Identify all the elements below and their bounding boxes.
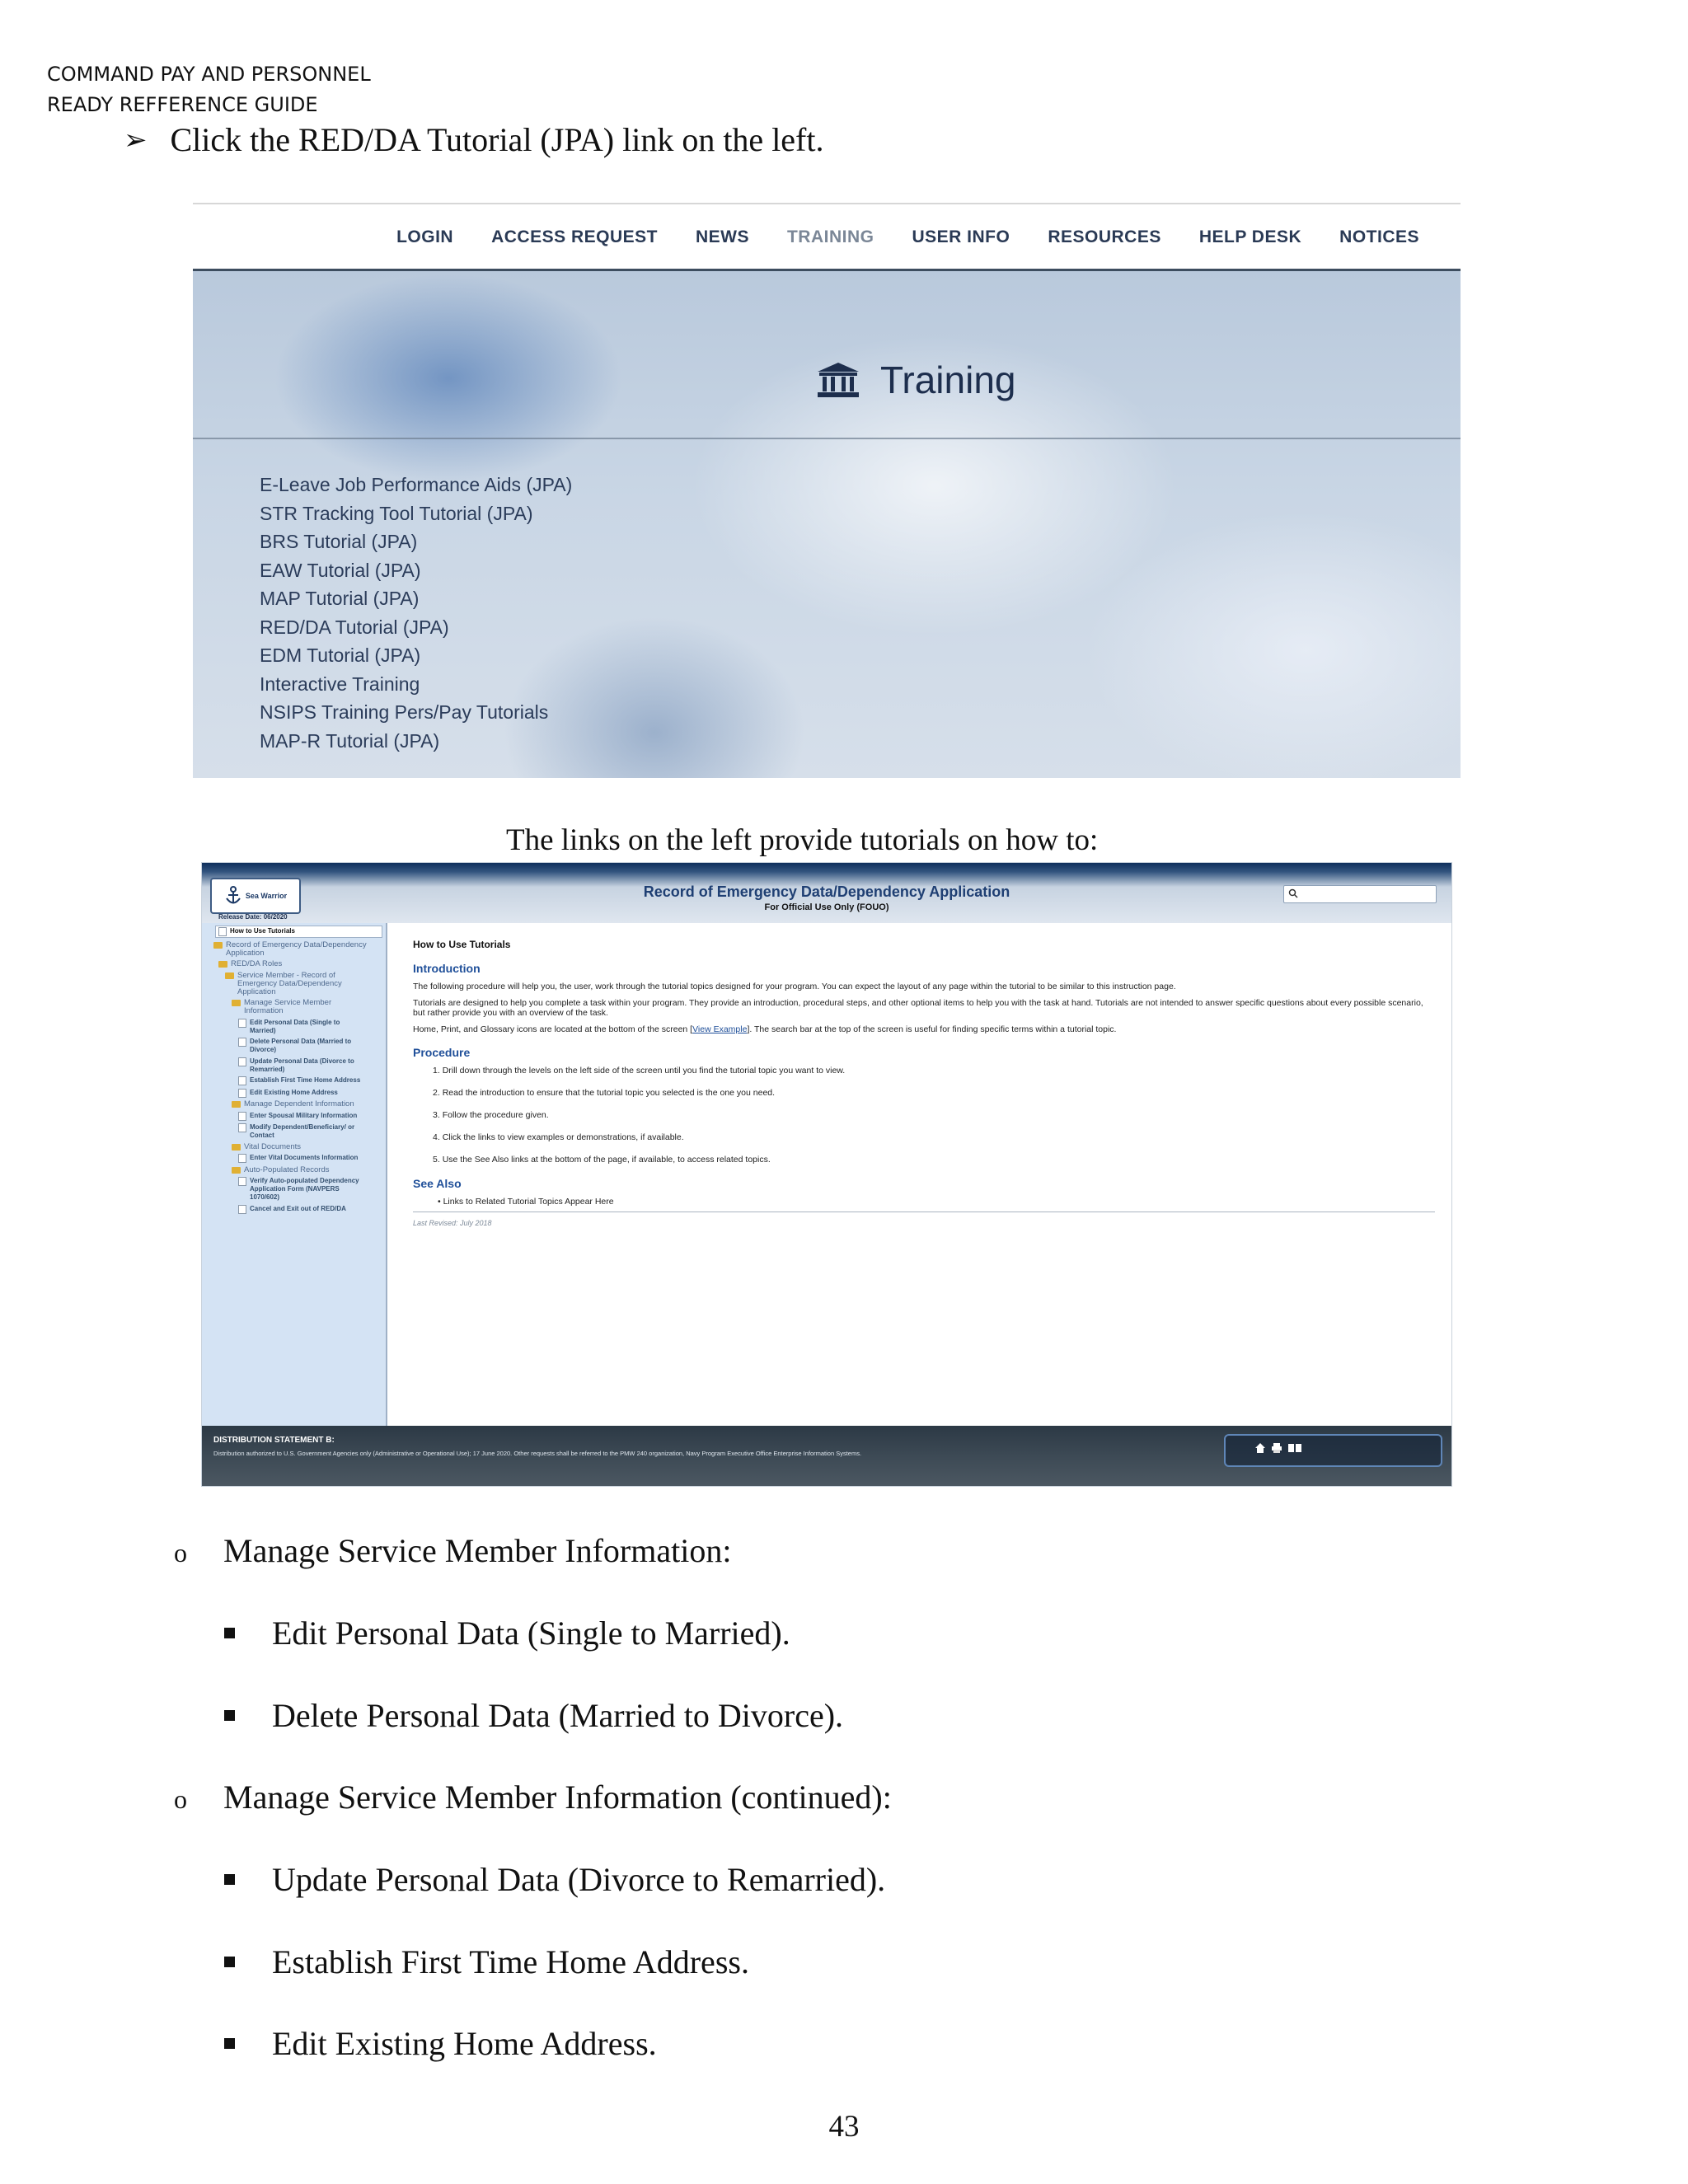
folder-icon (232, 1167, 241, 1174)
folder-icon (232, 1000, 241, 1006)
intro-p3-start: Home, Print, and Glossary icons are located at the bottom of the screen [ (413, 1024, 693, 1034)
page-icon (238, 1019, 246, 1028)
release-date: Release Date: 06/2020 (218, 913, 288, 921)
tree-item[interactable] (238, 1177, 367, 1202)
procedure-step: 2. Read the introduction to ensure that the tutorial topic you selected is the one you need. (433, 1088, 776, 1098)
intro-heading: Introduction (413, 962, 481, 975)
intro-paragraph-2: Tutorials are designed to help you complete a task within your program. They provide an introduction, procedural steps, and other optional items to help you with the task at hand. Tutorials are not intended to answer specific questions about every possible scenario, but rather provide you with an overview of the task. (413, 998, 1423, 1018)
tree-item-label: Manage Dependent Information (244, 1099, 354, 1108)
page-icon (238, 1123, 246, 1132)
list-item-text: Establish First Time Home Address. (272, 1943, 749, 1980)
tree-item-label: Edit Existing Home Address (250, 1088, 338, 1096)
tree-item-label: Delete Personal Data (Married to Divorce) (250, 1038, 352, 1053)
page-icon (238, 1177, 246, 1186)
list-group-1 (174, 1531, 731, 1570)
search-icon (1288, 888, 1298, 898)
procedure-steps (413, 1066, 1435, 1165)
view-example-link[interactable]: View Example (692, 1024, 748, 1034)
folder-icon (225, 972, 234, 979)
link-redda-tutorial[interactable]: RED/DA Tutorial (JPA) (260, 616, 449, 638)
list-item (224, 1696, 843, 1735)
tree-item-label: Cancel and Exit out of RED/DA (250, 1204, 346, 1212)
tree-item-label: Service Member - Record of Emergency Data/Dependency Application (237, 970, 342, 996)
step-text: Follow the procedure given. (442, 1110, 549, 1120)
tree-item[interactable] (232, 1166, 367, 1174)
link-edm-tutorial[interactable]: EDM Tutorial (JPA) (260, 644, 421, 666)
tutorial-tree-sidebar (202, 923, 387, 1426)
tree-item-label: Modify Dependent/Beneficiary/ or Contact (250, 1123, 355, 1139)
app-header (202, 863, 1451, 923)
link-nsips-training[interactable]: NSIPS Training Pers/Pay Tutorials (260, 701, 549, 723)
tree-item[interactable] (232, 999, 367, 1015)
page-icon (238, 1038, 246, 1047)
screenshot-caption: The links on the left provide tutorials on how to: (506, 823, 1099, 857)
tree-item[interactable] (215, 926, 382, 938)
list-item-text: Edit Personal Data (Single to Married). (272, 1615, 790, 1652)
distribution-text: Distribution authorized to U.S. Government Agencies only (Administrative or Operational Use); 17 June 2020. Other requests shall be referred to the PMW 240 organization, Navy Program Executive Office Enterprise Information Systems. (213, 1450, 862, 1457)
print-icon[interactable] (1271, 1442, 1282, 1454)
redda-tutorial-screenshot (201, 862, 1452, 1487)
institution-icon (816, 361, 860, 399)
last-revised: Last Revised: July 2018 (413, 1219, 492, 1227)
logo-text: Sea Warrior (245, 892, 288, 900)
app-subtitle: For Official Use Only (FOUO) (764, 902, 889, 912)
tree-item-label: RED/DA Roles (231, 959, 283, 968)
tree-item-label: Establish First Time Home Address (250, 1076, 361, 1084)
tree-item-label: Record of Emergency Data/Dependency Application (226, 940, 367, 958)
square-bullet-icon (224, 2038, 235, 2049)
header-line-1: COMMAND PAY AND PERSONNEL (47, 63, 371, 86)
tree-item-label: Manage Service Member Information (244, 998, 332, 1015)
square-bullet-icon (224, 1874, 235, 1885)
square-bullet-icon (224, 1628, 235, 1638)
step-text: Click the links to view examples or demonstrations, if available. (442, 1132, 684, 1142)
app-footer (202, 1426, 1451, 1487)
list-group-2-text: Manage Service Member Information (continued): (223, 1779, 892, 1816)
training-title-text: Training (880, 359, 1016, 401)
page-number: 43 (828, 2110, 860, 2144)
step-text: Read the introduction to ensure that the tutorial topic you selected is the one you need. (442, 1088, 776, 1098)
tree-item-label: Auto-Populated Records (244, 1165, 330, 1174)
tree-item[interactable] (232, 1143, 367, 1151)
home-icon[interactable] (1254, 1442, 1266, 1454)
hero-divider (193, 438, 1461, 439)
procedure-step: 5. Use the See Also links at the bottom of the page, if available, to access related topics. (433, 1155, 771, 1165)
link-eaw-tutorial[interactable]: EAW Tutorial (JPA) (260, 559, 421, 581)
training-title (816, 358, 1015, 402)
see-also-heading: See Also (413, 1177, 462, 1190)
see-also-text: Links to Related Tutorial Topics Appear Here (443, 1197, 614, 1207)
training-page-screenshot (193, 203, 1461, 778)
nav-login[interactable]: LOGIN (396, 227, 454, 246)
tree-item-label: Edit Personal Data (Single to Married) (250, 1018, 340, 1034)
search-input[interactable] (1283, 885, 1437, 903)
list-item (224, 1860, 885, 1899)
tree-item-label: How to Use Tutorials (230, 927, 295, 935)
link-interactive-training[interactable]: Interactive Training (260, 673, 420, 695)
link-str-tracking[interactable]: STR Tracking Tool Tutorial (JPA) (260, 502, 533, 524)
nav-access-request[interactable]: ACCESS REQUEST (491, 227, 658, 246)
intro-paragraph-3 (413, 1024, 1435, 1034)
app-title: Record of Emergency Data/Dependency Application (643, 883, 1010, 900)
nav-resources[interactable]: RESOURCES (1048, 227, 1161, 246)
page-icon (218, 927, 227, 936)
tutorial-content (413, 939, 1435, 1227)
list-item (224, 1943, 749, 1981)
tree-item[interactable] (238, 1038, 367, 1054)
square-bullet-icon (224, 1710, 235, 1721)
page-icon (238, 1089, 246, 1098)
content-title: How to Use Tutorials (413, 939, 511, 950)
folder-icon (218, 961, 227, 968)
page-icon (238, 1205, 246, 1214)
procedure-heading: Procedure (413, 1046, 471, 1059)
page-icon (238, 1057, 246, 1066)
glossary-icon[interactable] (1287, 1442, 1302, 1454)
tree-item[interactable] (238, 1123, 367, 1140)
tree-item[interactable] (213, 941, 367, 958)
list-item (224, 1614, 790, 1652)
nav-training[interactable]: TRAINING (786, 227, 874, 246)
link-eleave-jpa[interactable]: E-Leave Job Performance Aids (JPA) (260, 474, 573, 495)
folder-icon (232, 1101, 241, 1108)
nav-notices[interactable]: NOTICES (1339, 227, 1419, 246)
see-also-item[interactable]: • Links to Related Tutorial Topics Appear Here (438, 1197, 614, 1207)
tree-item[interactable] (238, 1154, 367, 1163)
nav-help-desk[interactable]: HELP DESK (1198, 227, 1302, 246)
document-header (47, 59, 371, 120)
circle-bullet-icon: o (174, 1538, 187, 1568)
nav-news[interactable]: NEWS (695, 227, 749, 246)
page-icon (238, 1154, 246, 1163)
link-map-r-tutorial[interactable]: MAP-R Tutorial (JPA) (260, 729, 440, 752)
circle-bullet-icon: o (174, 1784, 187, 1814)
procedure-step: 1. Drill down through the levels on the left side of the screen until you find the tutorial topic you want to view. (433, 1066, 846, 1076)
instruction-text: Click the RED/DA Tutorial (JPA) link on the left. (170, 121, 824, 158)
list-item-text: Delete Personal Data (Married to Divorce). (272, 1697, 844, 1734)
footer-icons (1254, 1442, 1302, 1454)
list-item-text: Update Personal Data (Divorce to Remarried). (272, 1861, 886, 1898)
procedure-step: 3. Follow the procedure given. (433, 1110, 549, 1120)
tree-item[interactable] (218, 960, 367, 968)
top-nav (193, 204, 1461, 270)
tree-item[interactable] (238, 1019, 367, 1035)
page-icon (238, 1076, 246, 1085)
link-brs-tutorial[interactable]: BRS Tutorial (JPA) (260, 531, 418, 552)
folder-icon (213, 942, 223, 949)
tree-item-label: Enter Vital Documents Information (250, 1154, 359, 1161)
tree-item-label: Verify Auto-populated Dependency Application Form (NAVPERS 1070/602) (250, 1177, 359, 1201)
distribution-title: DISTRIBUTION STATEMENT B: (213, 1436, 335, 1445)
tutorial-link-list (260, 471, 572, 755)
training-hero (193, 271, 1461, 778)
tree-item-label: Update Personal Data (Divorce to Remarried) (250, 1057, 354, 1073)
tree-item[interactable] (238, 1112, 367, 1121)
tutorial-tree (202, 926, 387, 1216)
intro-paragraph-1: The following procedure will help you, the user, work through the tutorial topics designed for your program. You can expect the layout of any page within the tutorial to be similar to this instruction page. (413, 982, 1176, 991)
tree-item-label: Vital Documents (244, 1141, 301, 1151)
list-item-text: Edit Existing Home Address. (272, 2025, 657, 2062)
page-icon (238, 1112, 246, 1121)
footer-toolbar (1224, 1434, 1442, 1467)
nav-user-info[interactable]: USER INFO (912, 227, 1010, 246)
tree-item[interactable] (232, 1100, 367, 1108)
folder-icon (232, 1144, 241, 1151)
intro-p3-end: ]. The search bar at the top of the screen is useful for finding specific terms within a tutorial topic. (747, 1024, 1117, 1034)
tree-item[interactable] (238, 1057, 367, 1074)
instruction-step (124, 120, 824, 159)
tree-item[interactable] (238, 1076, 367, 1085)
list-item (224, 2024, 657, 2063)
arrow-bullet-icon: ➢ (124, 123, 148, 157)
procedure-step: 4. Click the links to view examples or demonstrations, if available. (433, 1132, 684, 1142)
tree-item[interactable] (238, 1089, 367, 1098)
list-group-1-text: Manage Service Member Information: (223, 1532, 732, 1569)
header-line-2: READY REFFERENCE GUIDE (47, 93, 318, 116)
tree-item[interactable] (225, 972, 367, 996)
tree-item-label: Enter Spousal Military Information (250, 1111, 358, 1119)
list-group-2 (174, 1778, 892, 1816)
step-text: Use the See Also links at the bottom of the page, if available, to access related topics. (442, 1155, 771, 1165)
step-text: Drill down through the levels on the left side of the screen until you find the tutorial topic you want to view. (442, 1066, 846, 1076)
tree-item[interactable] (238, 1205, 367, 1214)
link-map-tutorial[interactable]: MAP Tutorial (JPA) (260, 588, 420, 609)
square-bullet-icon (224, 1957, 235, 1967)
